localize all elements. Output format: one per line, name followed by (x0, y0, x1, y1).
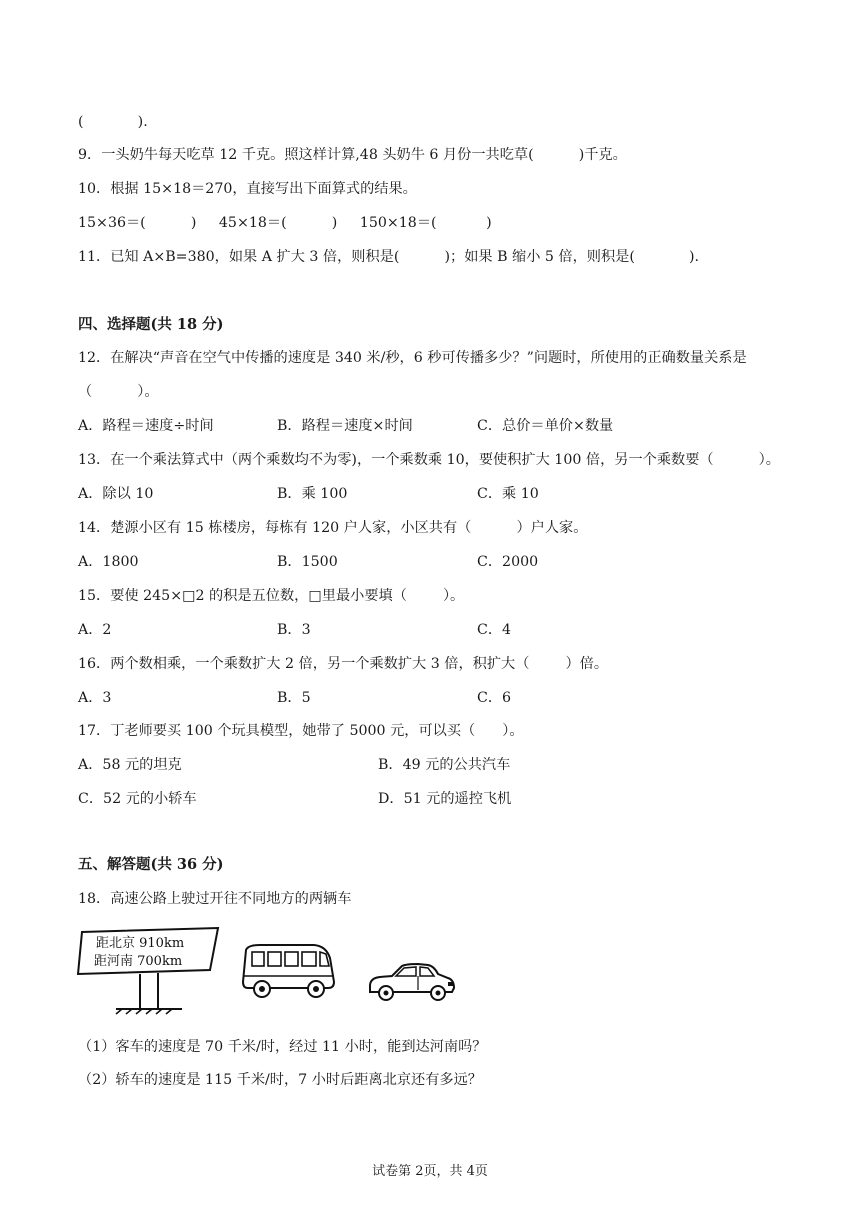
page-footer: 试卷第 2页，共 4页 (372, 1164, 488, 1179)
blank-line: ( ). (78, 114, 148, 130)
sign-line-2: 距河南 700km (94, 954, 183, 969)
bus-icon (240, 942, 338, 1002)
q13-option-c: C．乘 10 (477, 486, 539, 502)
q12-option-b: B．路程＝速度×时间 (277, 418, 413, 434)
q15-option-c: C．4 (477, 622, 512, 638)
question-13: 13．在一个乘法算式中（两个乘数均不为零)，一个乘数乘 10，要使积扩大 100 倍，另一个乘数要（ ）。 (78, 452, 780, 468)
q17-option-a: A．58 元的坦克 (78, 757, 182, 773)
question-12-blank: （ ）。 (78, 384, 159, 400)
question-18: 18．高速公路上驶过开往不同地方的两辆车 (78, 891, 352, 907)
question-12: 12．在解决“声音在空气中传播的速度是 340 米/秒，6 秒可传播多少？”问题时，所使用的正确数量关系是 (78, 350, 747, 366)
question-11: 11．已知 A×B=380，如果 A 扩大 3 倍，则积是( )；如果 B 缩小 5 倍，则积是( ). (78, 249, 700, 265)
q16-option-c: C．6 (477, 690, 512, 706)
q14-option-c: C．2000 (477, 554, 539, 570)
q12-option-a: A．路程＝速度÷时间 (78, 418, 214, 434)
q16-option-a: A．3 (78, 690, 112, 706)
question-16: 16．两个数相乘，一个乘数扩大 2 倍，另一个乘数扩大 3 倍，积扩大（ ）倍。 (78, 656, 609, 672)
q13-option-a: A．除以 10 (78, 486, 154, 502)
question-9: 9．一头奶牛每天吃草 12 千克。照这样计算,48 头奶牛 6 月份一共吃草( )千克。 (78, 147, 627, 163)
q16-option-b: B．5 (277, 690, 311, 706)
question-10: 10．根据 15×18＝270，直接写出下面算式的结果。 (78, 181, 417, 197)
q13-option-b: B．乘 100 (277, 486, 348, 502)
q17-option-b: B．49 元的公共汽车 (378, 757, 511, 773)
section-4-heading: 四、选择题(共 18 分) (78, 316, 224, 333)
q14-option-a: A．1800 (78, 554, 139, 570)
question-15: 15．要使 245×□2 的积是五位数，□里最小要填（ ）。 (78, 588, 465, 604)
q12-option-c: C．总价＝单价×数量 (477, 418, 614, 434)
road-sign-icon (76, 926, 220, 1016)
question-18-part-2: （2）轿车的速度是 115 千米/时，7 小时后距离北京还有多远？ (78, 1072, 482, 1088)
question-10-expressions: 15×36＝( ) 45×18＝( ) 150×18＝( ) (78, 215, 492, 231)
q14-option-b: B．1500 (277, 554, 338, 570)
car-icon (366, 960, 456, 1004)
question-17: 17．丁老师要买 100 个玩具模型，她带了 5000 元，可以买（ ）。 (78, 723, 524, 739)
sign-line-1: 距北京 910km (96, 936, 185, 951)
q15-option-a: A．2 (78, 622, 112, 638)
question-14: 14．楚源小区有 15 栋楼房，每栋有 120 户人家，小区共有（ ）户人家。 (78, 520, 588, 536)
q15-option-b: B．3 (277, 622, 311, 638)
question-18-part-1: （1）客车的速度是 70 千米/时，经过 11 小时，能到达河南吗？ (78, 1039, 487, 1055)
section-5-heading: 五、解答题(共 36 分) (78, 856, 224, 873)
q17-option-c: C．52 元的小轿车 (78, 791, 197, 807)
q17-option-d: D．51 元的遥控飞机 (378, 791, 512, 807)
